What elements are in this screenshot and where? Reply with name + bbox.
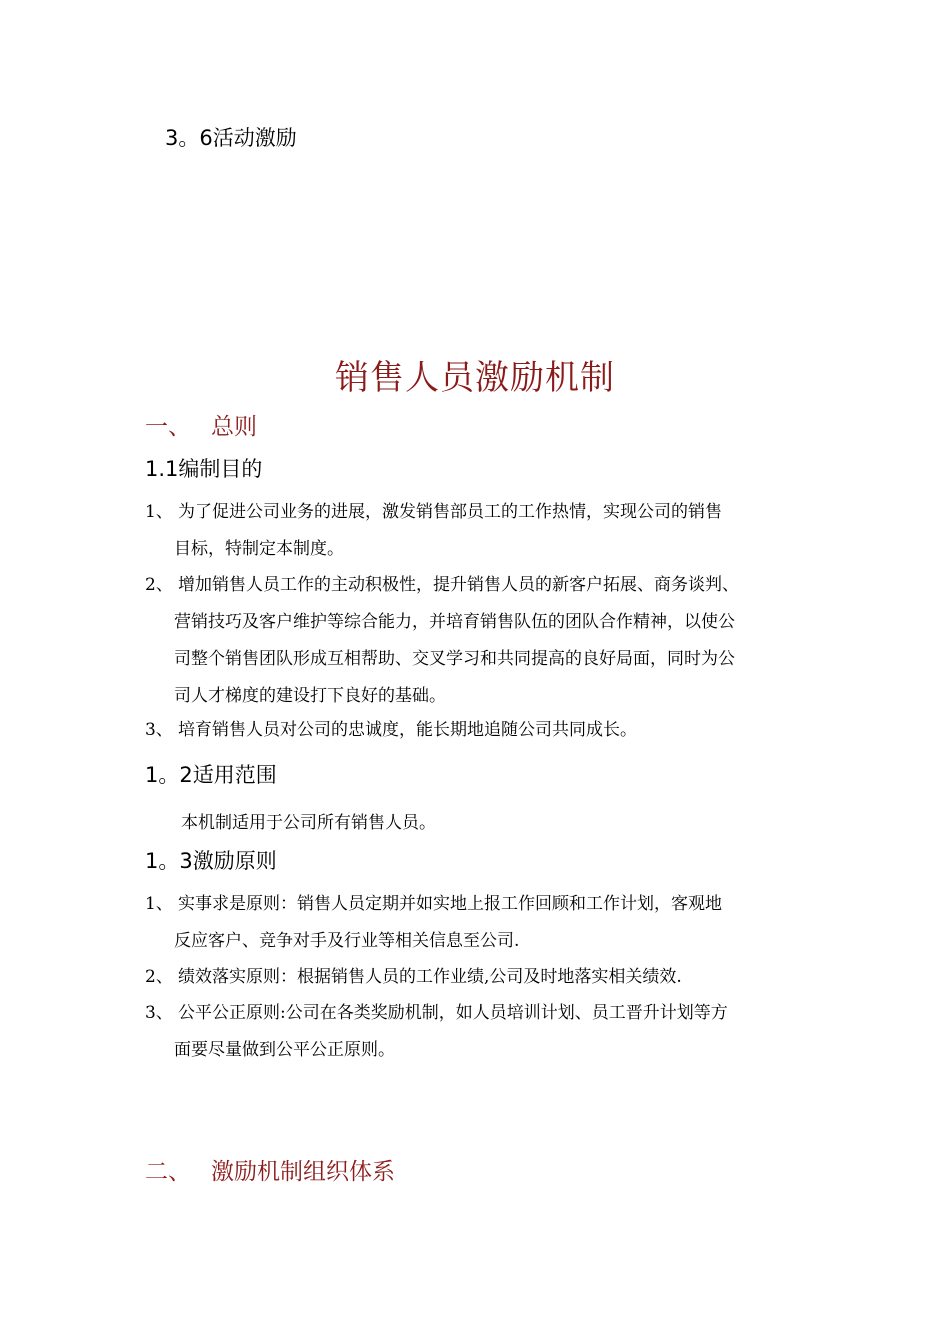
- section-1-number: 一、: [145, 414, 191, 440]
- section-heading-3-6: 3。6活动激励: [165, 126, 297, 150]
- section-1-label: 总则: [211, 414, 257, 440]
- section-1-heading: [145, 408, 257, 441]
- list-marker: 2、: [145, 967, 173, 987]
- scope-text: 本机制适用于公司所有销售人员。: [181, 813, 436, 833]
- document-title: 销售人员激励机制: [335, 358, 615, 398]
- list-item: [145, 995, 835, 1069]
- list-marker: 1、: [145, 894, 173, 914]
- section-2-number: 二、: [145, 1159, 191, 1185]
- list-marker: 3、: [145, 1003, 173, 1023]
- list-line: 培育销售人员对公司的忠诚度，能长期地追随公司共同成长。: [178, 720, 637, 740]
- list-marker: 2、: [145, 575, 173, 595]
- section-2-label: 激励机制组织体系: [211, 1159, 395, 1185]
- list-line: 绩效落实原则：根据销售人员的工作业绩,公司及时地落实相关绩效.: [178, 967, 682, 987]
- subsection-1-1-heading: 1.1编制目的: [145, 457, 263, 481]
- list-item: [145, 886, 835, 960]
- list-item: [145, 712, 835, 749]
- subsection-1-2-heading: 1。2适用范围: [145, 763, 277, 787]
- list-line: 司整个销售团队形成互相帮助、交叉学习和共同提高的良好局面，同时为公: [174, 649, 735, 669]
- list-line: 面要尽量做到公平公正原则。: [174, 1040, 395, 1060]
- list-line: 增加销售人员工作的主动积极性，提升销售人员的新客户拓展、商务谈判、: [178, 575, 739, 595]
- list-line: 司人才梯度的建设打下良好的基础。: [174, 686, 446, 706]
- list-marker: 1、: [145, 502, 173, 522]
- list-item: [145, 567, 845, 715]
- list-marker: 3、: [145, 720, 173, 740]
- list-line: 目标，特制定本制度。: [174, 539, 344, 559]
- list-line: 反应客户、竞争对手及行业等相关信息至公司.: [174, 931, 520, 951]
- list-line: 为了促进公司业务的进展，激发销售部员工的工作热情，实现公司的销售: [178, 502, 722, 522]
- list-item: [145, 494, 835, 568]
- list-line: 营销技巧及客户维护等综合能力，并培育销售队伍的团队合作精神，以使公: [174, 612, 735, 632]
- list-line: 实事求是原则：销售人员定期并如实地上报工作回顾和工作计划，客观地: [178, 894, 722, 914]
- list-item: [145, 959, 835, 996]
- subsection-1-3-heading: 1。3激励原则: [145, 849, 277, 873]
- list-line: 公平公正原则:公司在各类奖励机制，如人员培训计划、员工晋升计划等方: [178, 1003, 728, 1023]
- section-2-heading: [145, 1153, 395, 1186]
